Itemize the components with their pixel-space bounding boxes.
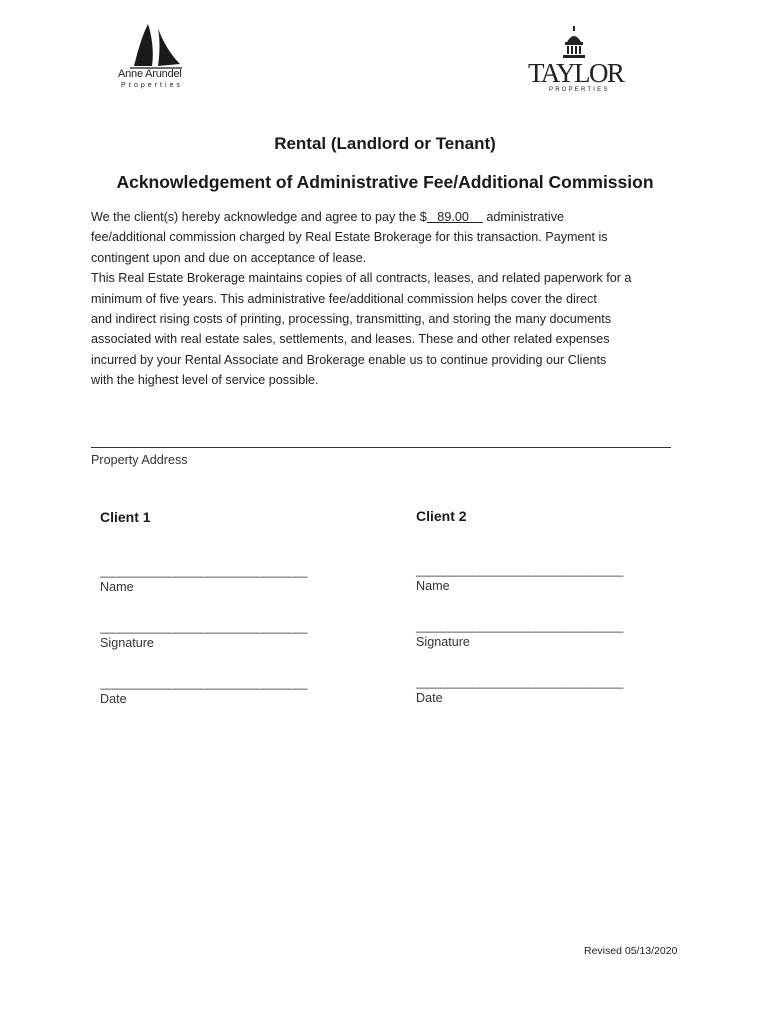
revision-date: Revised 05/13/2020 [584,945,678,957]
client-2-signature-field[interactable]: _________________________________ [416,619,624,633]
client-1-signature-field[interactable]: _________________________________ [100,620,308,634]
client-1-name-label: Name [100,580,134,594]
client-2-name-field[interactable]: _________________________________ [416,563,624,577]
acknowledgement-text [91,207,691,391]
client-1-date-label: Date [100,692,127,706]
client-2-signature-label: Signature [416,635,470,649]
logo-right-line2: PROPERTIES [549,87,610,93]
client-2-date [416,675,676,705]
client-1-section [100,509,360,706]
body-line-4: This Real Estate Brokerage maintains copies of all contracts, leases, and related paperwork for a [91,271,632,286]
body-line-6: and indirect rising costs of printing, processing, transmitting, and storing the many documents [91,312,612,327]
body-line-9: with the highest level of service possible. [91,373,319,388]
body-line-3: contingent upon and due on acceptance of lease. [91,250,367,265]
client-1-heading: Client 1 [100,509,151,525]
logo-right-line1: TAYLOR [528,58,624,88]
client-2-heading: Client 2 [416,508,467,524]
client-2-name [416,563,676,593]
document-title: Rental (Landlord or Tenant) [274,134,496,153]
property-address-field[interactable] [91,447,671,448]
logo-left-line2: Properties [121,82,183,89]
document-subtitle: Acknowledgement of Administrative Fee/Additional Commission [116,172,654,192]
client-1-signature [100,620,360,650]
client-1-signature-label: Signature [100,636,154,650]
fee-amount-field[interactable]: 89.00 [426,210,483,224]
body-line-5: minimum of five years. This administrative fee/additional commission helps cover the direct [91,291,597,306]
body-line-1-post: administrative [482,210,565,224]
client-1-name-field[interactable]: _________________________________ [100,564,308,578]
anne-arundel-logo [118,22,192,94]
client-2-signature [416,619,676,649]
property-address-label: Property Address [91,453,188,467]
client-2-name-label: Name [416,579,450,593]
body-line-8: incurred by your Rental Associate and Brokerage enable us to continue providing our Clients [91,352,607,367]
body-line-2: fee/additional commission charged by Real Estate Brokerage for this transaction. Payment is [91,230,608,245]
body-line-1 [91,207,691,227]
client-2-date-label: Date [416,691,443,705]
taylor-properties-logo [528,26,628,98]
client-2-date-field[interactable]: _________________________________ [416,675,624,689]
sailboat-icon [128,22,184,70]
body-line-7: associated with real estate sales, settlements, and leases. These and other related expenses [91,332,610,347]
client-2-section [416,508,676,705]
capitol-dome-icon [558,26,590,60]
client-1-name [100,564,360,594]
client-1-date-field[interactable]: _________________________________ [100,676,308,690]
client-1-date [100,676,360,706]
body-line-1-pre: We the client(s) hereby acknowledge and agree to pay the $ [91,210,427,224]
logo-left-line1: Anne Arundel [118,68,182,80]
